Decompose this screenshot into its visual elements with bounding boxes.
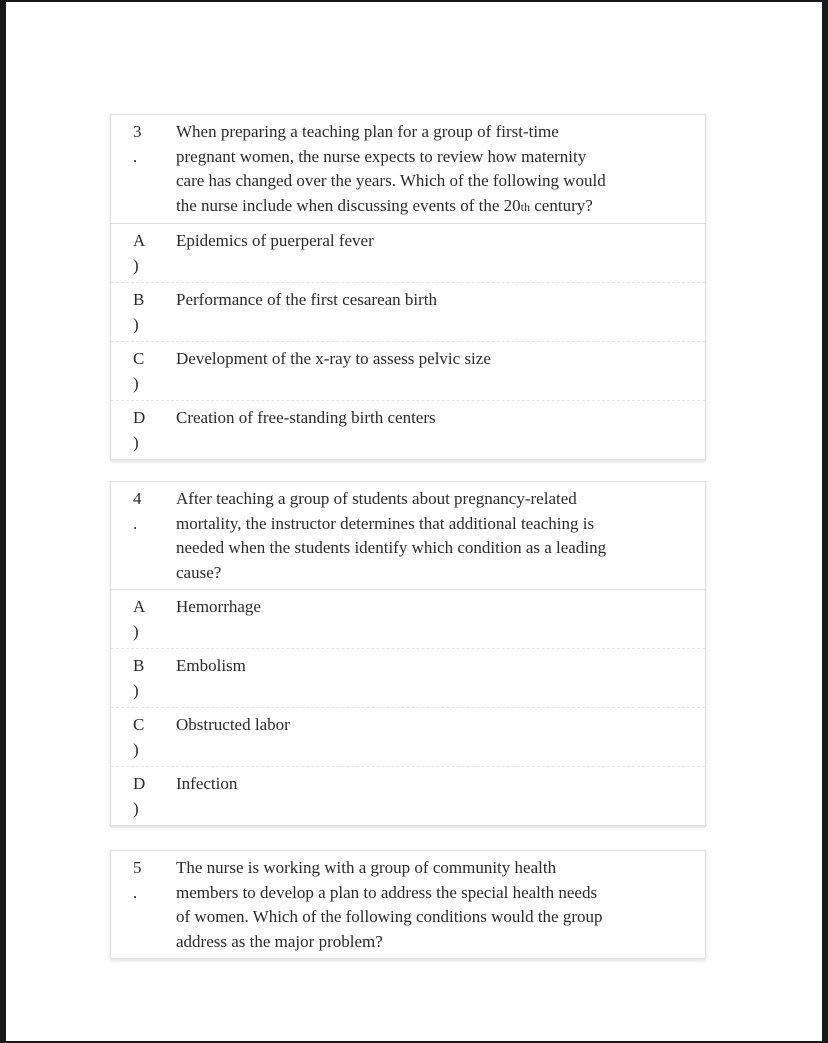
window-frame-left (0, 0, 6, 1043)
question-table-5 (110, 850, 706, 959)
option-text: Performance of the first cesarean birth (176, 290, 438, 309)
option-text: Obstructed labor (176, 715, 290, 734)
option-text: Embolism (176, 656, 246, 675)
question-text: The nurse is working with a group of community health members to develop a plan to address the special health needs of women. Which of the following conditions would the group address as the major problem? (176, 858, 603, 951)
option-letter: B ) (133, 290, 145, 334)
option-text: Creation of free-standing birth centers (176, 408, 436, 427)
option-text: Infection (176, 774, 238, 793)
question-table-3 (110, 114, 706, 460)
option-letter: A ) (133, 231, 146, 275)
question-number: 3 . (133, 122, 142, 166)
question-row (111, 115, 705, 224)
option-text: Hemorrhage (176, 597, 261, 616)
option-text: Epidemics of puerperal fever (176, 231, 374, 250)
window-frame-top (0, 0, 828, 2)
question-text: After teaching a group of students about pregnancy-related mortality, the instructor determines that additional teaching is needed when the students identify which condition as a leading cause? (176, 489, 607, 582)
question-number: 5 . (133, 858, 142, 902)
question-row (111, 482, 705, 590)
question-text: When preparing a teaching plan for a group of first-time pregnant women, the nurse expects to review how maternity care has changed over the years. Which of the following would the nurse include when discussing events of the 20th century? (176, 122, 606, 215)
question-number: 4 . (133, 489, 142, 533)
option-letter: C ) (133, 715, 145, 759)
option-text: Development of the x-ray to assess pelvic size (176, 349, 491, 368)
option-letter: D ) (133, 408, 146, 452)
option-letter: D ) (133, 774, 146, 818)
option-letter: A ) (133, 597, 146, 641)
option-row-d (111, 401, 705, 459)
ordinal-suffix: th (520, 199, 530, 214)
option-row-a (111, 224, 705, 283)
option-row-c (111, 708, 705, 767)
option-row-b (111, 649, 705, 708)
option-letter: C ) (133, 349, 145, 393)
option-row-c (111, 342, 705, 401)
option-row-b (111, 283, 705, 342)
option-letter: B ) (133, 656, 145, 700)
window-frame-right (822, 0, 828, 1043)
question-row (111, 851, 705, 958)
option-row-d (111, 767, 705, 825)
option-row-a (111, 590, 705, 649)
question-table-4 (110, 481, 706, 826)
